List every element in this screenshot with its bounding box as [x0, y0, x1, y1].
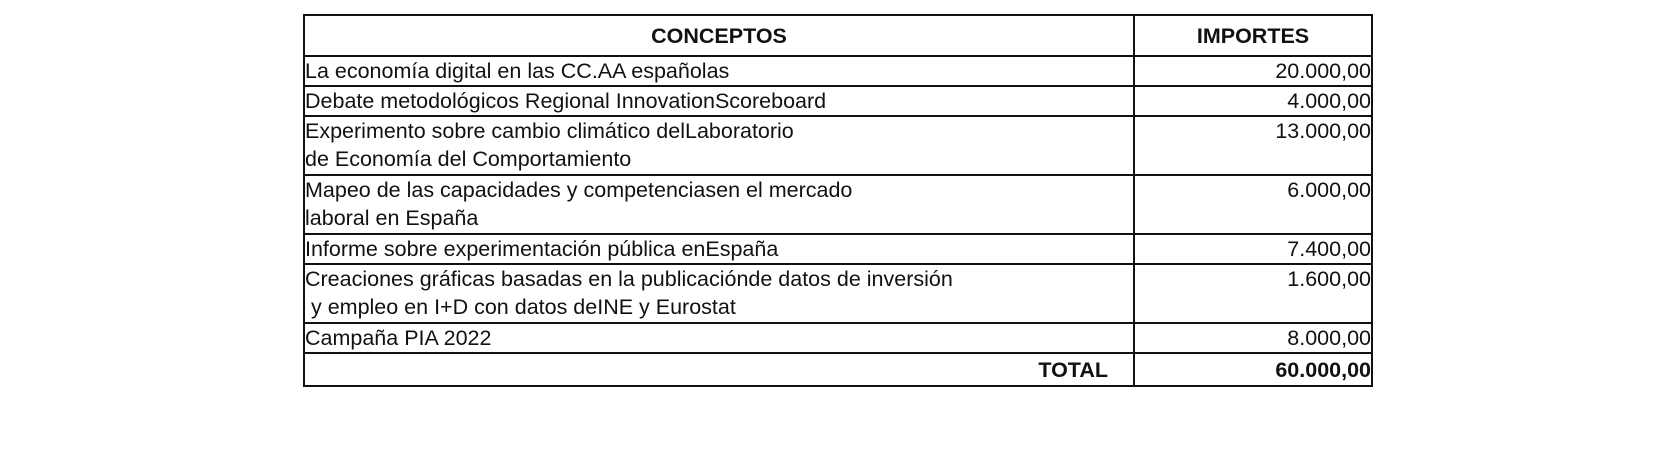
concept-line: Campaña PIA 2022 [305, 326, 492, 350]
concept-cell [304, 234, 1134, 264]
total-label: TOTAL [304, 353, 1134, 386]
table-row [304, 56, 1372, 86]
concept-line: laboral en España [305, 206, 479, 230]
concept-line: La economía digital en las CC.AA españolas [305, 59, 730, 83]
total-row [304, 353, 1372, 386]
concept-line: de Economía del Comportamiento [305, 147, 632, 171]
concept-line: Debate metodológicos Regional InnovationScoreboard [305, 89, 827, 113]
concept-line: Creaciones gráficas basadas en la publicaciónde datos de inversión [305, 267, 953, 291]
amount-cell: 8.000,00 [1134, 323, 1372, 353]
concept-cell [304, 56, 1134, 86]
table-row [304, 86, 1372, 116]
table-row [304, 264, 1372, 323]
concept-cell [304, 86, 1134, 116]
amounts-column-header: IMPORTES [1134, 15, 1372, 56]
concept-line: Mapeo de las capacidades y competenciasen el mercado [305, 178, 853, 202]
header-row [304, 15, 1372, 56]
total-amount: 60.000,00 [1134, 353, 1372, 386]
concept-cell [304, 175, 1134, 234]
amount-cell: 1.600,00 [1134, 264, 1372, 323]
concept-line: Informe sobre experimentación pública enEspaña [305, 237, 779, 261]
table-row [304, 234, 1372, 264]
amount-cell: 6.000,00 [1134, 175, 1372, 234]
table-row [304, 323, 1372, 353]
budget-table [303, 14, 1373, 387]
amount-cell: 4.000,00 [1134, 86, 1372, 116]
concept-line: y empleo en I+D con datos deINE y Eurostat [305, 295, 736, 319]
table-row [304, 116, 1372, 175]
amount-cell: 7.400,00 [1134, 234, 1372, 264]
concepts-column-header: CONCEPTOS [304, 15, 1134, 56]
concept-cell [304, 116, 1134, 175]
concept-line: Experimento sobre cambio climático delLaboratorio [305, 119, 794, 143]
amount-cell: 20.000,00 [1134, 56, 1372, 86]
amount-cell: 13.000,00 [1134, 116, 1372, 175]
concept-cell [304, 323, 1134, 353]
table-row [304, 175, 1372, 234]
concept-cell [304, 264, 1134, 323]
